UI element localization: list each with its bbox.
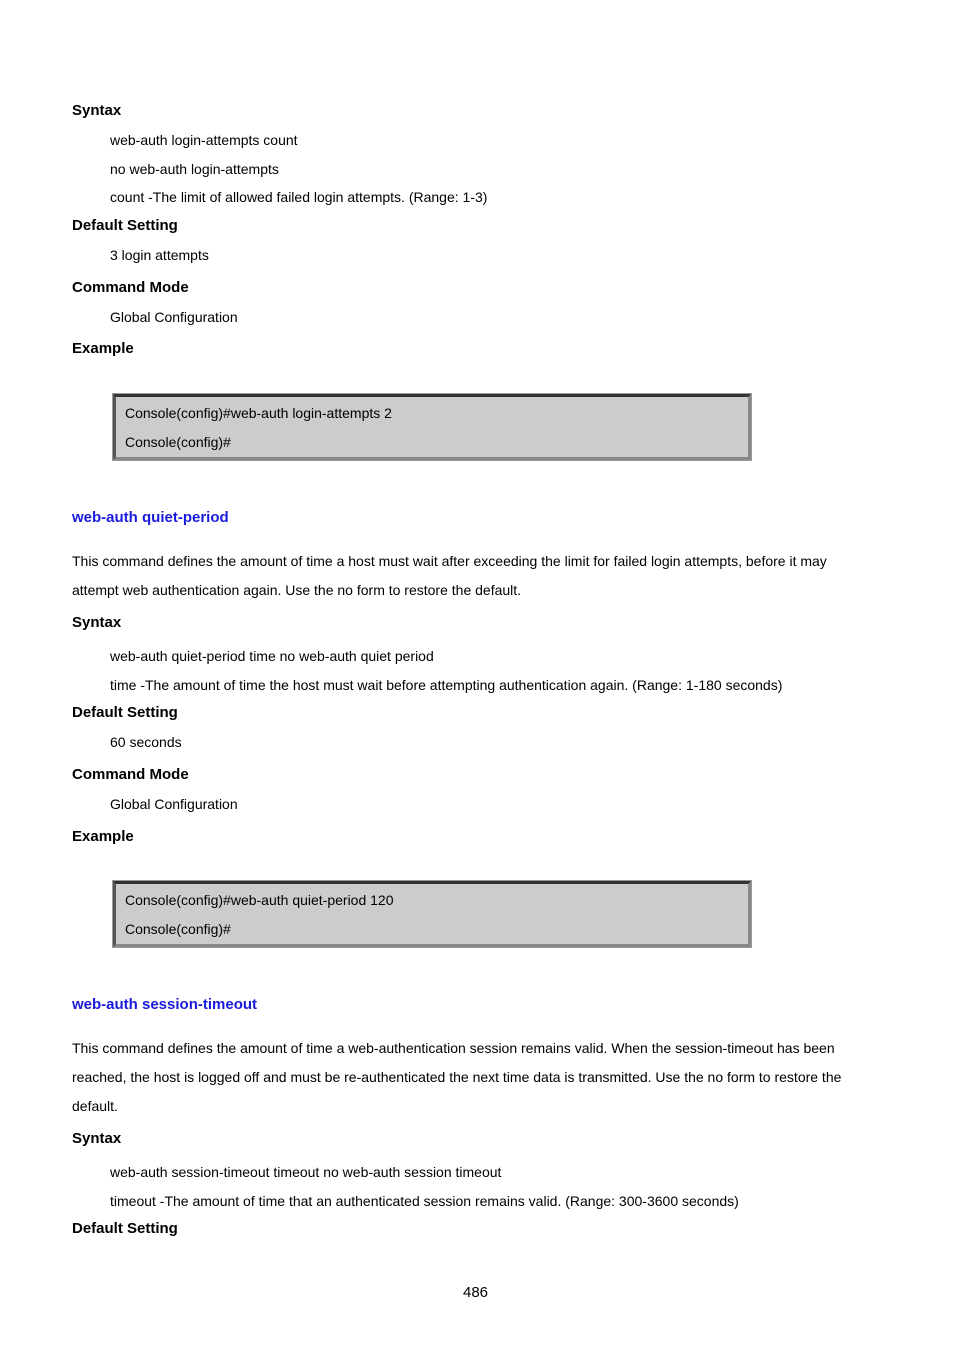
description-line: This command defines the amount of time a web-authentication session remains valid. When the session-timeout has been [72, 1040, 835, 1056]
description-line: attempt web authentication again. Use the no form to restore the default. [72, 582, 522, 598]
syntax-heading: Syntax [72, 614, 122, 631]
syntax-heading: Syntax [72, 1130, 122, 1147]
syntax-line: web-auth quiet-period time no web-auth quiet period [110, 648, 434, 664]
syntax-line: web-auth session-timeout timeout no web-auth session timeout [110, 1164, 502, 1180]
console-line: Console(config)#web-auth quiet-period 120 [125, 892, 394, 908]
parameter-description: time -The amount of time the host must wait before attempting authentication again. (Range: 1-180 seconds) [110, 677, 783, 693]
description-line: This command defines the amount of time a host must wait after exceeding the limit for failed login attempts, before it may [72, 553, 827, 569]
parameter-description: count -The limit of allowed failed login attempts. (Range: 1-3) [110, 189, 488, 205]
console-example-box [113, 881, 751, 947]
default-setting-value: 3 login attempts [110, 247, 209, 263]
description-line: reached, the host is logged off and must be re-authenticated the next time data is transmitted. Use the no form to restore the [72, 1069, 842, 1085]
default-setting-heading: Default Setting [72, 1220, 178, 1237]
command-mode-value: Global Configuration [110, 796, 238, 812]
console-example-box [113, 394, 751, 460]
command-mode-heading: Command Mode [72, 279, 189, 296]
console-line: Console(config)#web-auth login-attempts 2 [125, 405, 392, 421]
command-mode-heading: Command Mode [72, 766, 189, 783]
command-title: web-auth quiet-period [72, 509, 229, 526]
syntax-heading: Syntax [72, 102, 122, 119]
example-heading: Example [72, 828, 134, 845]
page-number: 486 [463, 1284, 489, 1301]
console-line: Console(config)# [125, 434, 231, 450]
default-setting-value: 60 seconds [110, 734, 182, 750]
syntax-line: web-auth login-attempts count [110, 132, 298, 148]
console-line: Console(config)# [125, 921, 231, 937]
default-setting-heading: Default Setting [72, 704, 178, 721]
syntax-line: no web-auth login-attempts [110, 161, 279, 177]
description-line: default. [72, 1098, 118, 1114]
command-title: web-auth session-timeout [72, 996, 258, 1013]
example-heading: Example [72, 340, 134, 357]
parameter-description: timeout -The amount of time that an authenticated session remains valid. (Range: 300-3600 seconds) [110, 1193, 739, 1209]
command-mode-value: Global Configuration [110, 309, 238, 325]
default-setting-heading: Default Setting [72, 217, 178, 234]
